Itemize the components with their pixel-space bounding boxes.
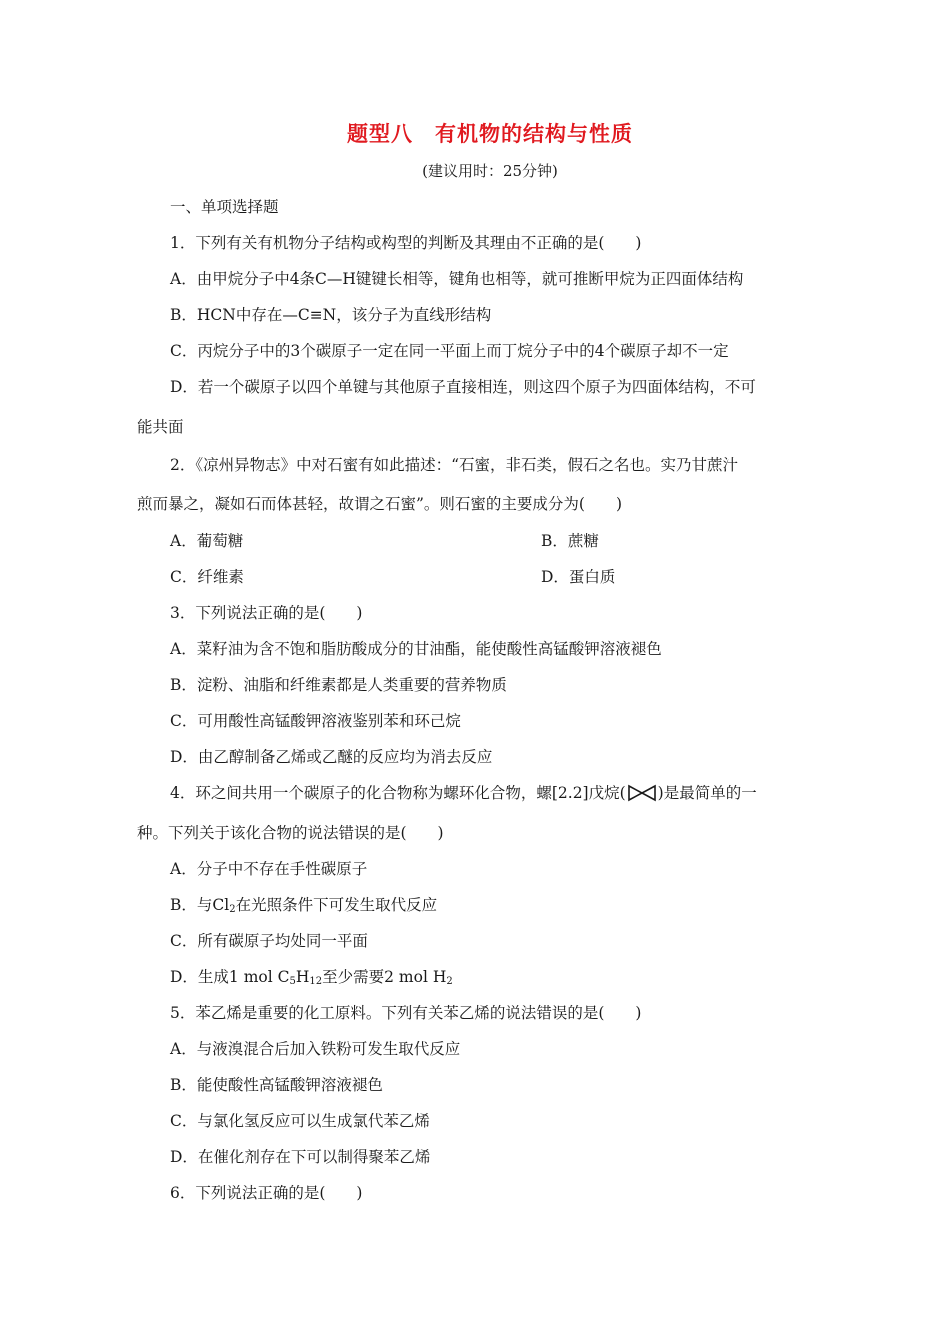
q3-option-b: B．淀粉、油脂和纤维素都是人类重要的营养物质 <box>170 676 507 694</box>
q2-option-b: B．蔗糖 <box>541 532 599 550</box>
q4-option-c: C．所有碳原子均处同一平面 <box>170 932 368 950</box>
q1-option-c: C．丙烷分子中的3个碳原子一定在同一平面上而丁烷分子中的4个碳原子却不一定 <box>170 342 729 360</box>
q4-stem-post: )是最简单的一 <box>657 784 757 802</box>
q4-stem-cont: 种。下列关于该化合物的说法错误的是( ) <box>137 824 444 842</box>
q3-option-c: C．可用酸性高锰酸钾溶液鉴别苯和环己烷 <box>170 712 461 730</box>
q5-stem: 5．苯乙烯是重要的化工原料。下列有关苯乙烯的说法错误的是( ) <box>170 1004 642 1022</box>
q1-stem: 1．下列有关有机物分子结构或构型的判断及其理由不正确的是( ) <box>170 234 642 252</box>
q5-option-b: B．能使酸性高锰酸钾溶液褪色 <box>170 1076 383 1094</box>
q2-stem-cont: 煎而暴之，凝如石而体甚轻，故谓之石蜜”。则石蜜的主要成分为( ) <box>137 495 623 513</box>
q2-stem: 2．《凉州异物志》中对石蜜有如此描述：“石蜜，非石类，假石之名也。实乃甘蔗汁 <box>170 456 739 474</box>
q1-option-a: A．由甲烷分子中4条C—H键键长相等，键角也相等，就可推断甲烷为正四面体结构 <box>170 270 744 288</box>
q1-option-b: B．HCN中存在—C≡N，该分子为直线形结构 <box>170 306 492 324</box>
q5-option-d: D．在催化剂存在下可以制得聚苯乙烯 <box>170 1148 431 1166</box>
section-heading: 一、单项选择题 <box>170 198 279 216</box>
q3-option-a: A．菜籽油为含不饱和脂肪酸成分的甘油酯，能使酸性高锰酸钾溶液褪色 <box>170 640 662 658</box>
q1-option-d: D．若一个碳原子以四个单键与其他原子直接相连，则这四个原子为四面体结构，不可 <box>170 378 756 396</box>
q3-stem: 3．下列说法正确的是( ) <box>170 604 363 622</box>
suggested-time: (建议用时：25分钟) <box>422 162 558 180</box>
q4-stem <box>170 782 757 804</box>
q1-option-d-cont: 能共面 <box>137 418 184 436</box>
q4-option-d: D．生成1 mol $C_5H_{12}$至少需要2 mol $H_2$ <box>170 968 453 987</box>
q4-stem-pre: 4．环之间共用一个碳原子的化合物称为螺环化合物，螺[2.2]戊烷( <box>170 784 626 802</box>
q4-option-a: A．分子中不存在手性碳原子 <box>170 860 368 878</box>
q2-option-c: C．纤维素 <box>170 568 244 586</box>
q5-option-c: C．与氯化氢反应可以生成氯代苯乙烯 <box>170 1112 430 1130</box>
q2-option-a: A．葡萄糖 <box>170 532 244 550</box>
q5-option-a: A．与液溴混合后加入铁粉可发生取代反应 <box>170 1040 461 1058</box>
q6-stem: 6．下列说法正确的是( ) <box>170 1184 363 1202</box>
spiropentane-structure-icon <box>627 784 657 802</box>
q2-option-d: D．蛋白质 <box>541 568 616 586</box>
q4-option-b: B．与$Cl_2$在光照条件下可发生取代反应 <box>170 896 438 915</box>
page-title: 题型八 有机物的结构与性质 <box>347 122 633 146</box>
q3-option-d: D．由乙醇制备乙烯或乙醚的反应均为消去反应 <box>170 748 493 766</box>
